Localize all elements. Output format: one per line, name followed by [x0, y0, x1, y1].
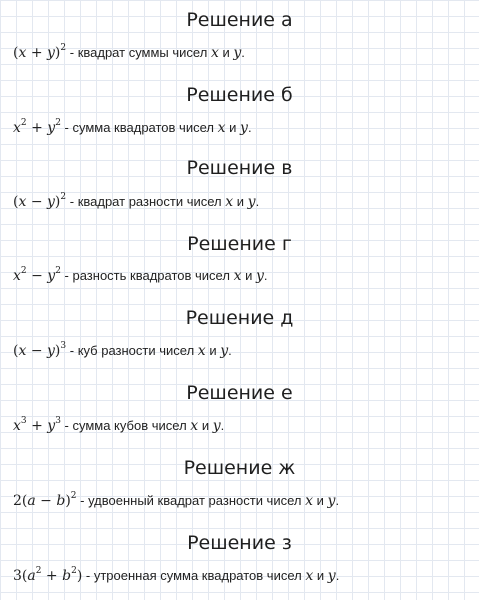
solution-a-line: $(x + y)^2$ - квадрат суммы чисел x и y.: [13, 43, 245, 61]
solution-zh-text: - удвоенный квадрат разности чисел: [80, 493, 302, 508]
solution-g: [0, 231, 479, 257]
formula-e: $x^3 + y^3$: [13, 416, 61, 434]
solution-e: [0, 380, 479, 406]
var-x: x: [305, 493, 314, 509]
solution-g-text: - разность квадратов чисел: [64, 268, 230, 283]
var-y: y: [247, 194, 256, 210]
formula-z: $3(a^2 + b^2)$: [13, 566, 83, 584]
solution-d-heading: Решение д: [185, 307, 294, 329]
var-y: y: [220, 343, 229, 359]
var-y: y: [240, 120, 248, 136]
var-x: x: [217, 120, 226, 136]
solution-v-text: - квадрат разности чисел: [69, 194, 222, 209]
solution-e-text: - сумма кубов чисел: [64, 418, 187, 433]
var-y: y: [327, 493, 336, 509]
solution-z-heading: Решение з: [187, 532, 292, 554]
var-y: y: [255, 268, 264, 284]
var-x: x: [210, 45, 219, 61]
formula-zh: $2(a - b)^2$: [13, 491, 77, 509]
var-y: y: [327, 568, 336, 584]
solution-d-line: $(x - y)^3$ - куб разности чисел x и y.: [13, 341, 232, 359]
solution-g-line: $x^2 - y^2$ - разность квадратов чисел x и y.: [13, 266, 268, 284]
solution-z-line: $3(a^2 + b^2)$ - утроенная сумма квадратов чисел x и y.: [13, 566, 340, 584]
solution-b-heading: Решение б: [186, 84, 293, 106]
solution-z-text: - утроенная сумма квадратов чисел: [85, 568, 302, 583]
solution-v-line: $(x - y)^2$ - квадрат разности чисел x и y.: [13, 192, 260, 210]
conjunction: и: [236, 194, 245, 209]
conjunction: и: [222, 45, 230, 60]
conjunction: и: [201, 418, 210, 433]
formula-b: $x^2 + y^2$: [13, 118, 61, 136]
var-x: x: [190, 418, 199, 434]
conjunction: и: [229, 120, 237, 135]
solution-e-line: $x^3 + y^3$ - сумма кубов чисел x и y.: [13, 416, 225, 434]
var-x: x: [233, 268, 242, 284]
solution-b-line: $x^2 + y^2$ - сумма квадратов чисел x и y.: [13, 118, 252, 136]
solution-v: [0, 155, 479, 181]
formula-v: $(x - y)^2$: [13, 192, 67, 210]
var-x: x: [197, 343, 206, 359]
formula-g: $x^2 - y^2$: [13, 266, 61, 284]
solution-d: [0, 305, 479, 331]
solution-g-heading: Решение г: [187, 233, 292, 255]
conjunction: и: [316, 493, 324, 508]
formula-a: $(x + y)^2$: [13, 43, 67, 61]
conjunction: и: [316, 568, 325, 583]
solution-a: [0, 7, 479, 33]
solution-a-text: - квадрат суммы чисел: [69, 45, 208, 60]
conjunction: и: [245, 268, 253, 283]
solution-z: [0, 530, 479, 556]
var-x: x: [225, 194, 234, 210]
solution-d-text: - куб разности чисел: [69, 343, 195, 358]
conjunction: и: [209, 343, 217, 358]
solution-a-heading: Решение а: [186, 9, 293, 31]
solution-b-text: - сумма квадратов чисел: [64, 120, 214, 135]
solution-b: [0, 82, 479, 108]
var-y: y: [233, 45, 242, 61]
solution-zh-heading: Решение ж: [183, 457, 296, 479]
solution-zh: [0, 455, 479, 481]
formula-d: $(x - y)^3$: [13, 341, 67, 359]
solution-zh-line: $2(a - b)^2$ - удвоенный квадрат разности чисел x и y.: [13, 491, 340, 509]
solution-v-heading: Решение в: [186, 157, 293, 179]
solution-e-heading: Решение е: [186, 382, 293, 404]
var-y: y: [212, 418, 221, 434]
var-x: x: [305, 568, 314, 584]
